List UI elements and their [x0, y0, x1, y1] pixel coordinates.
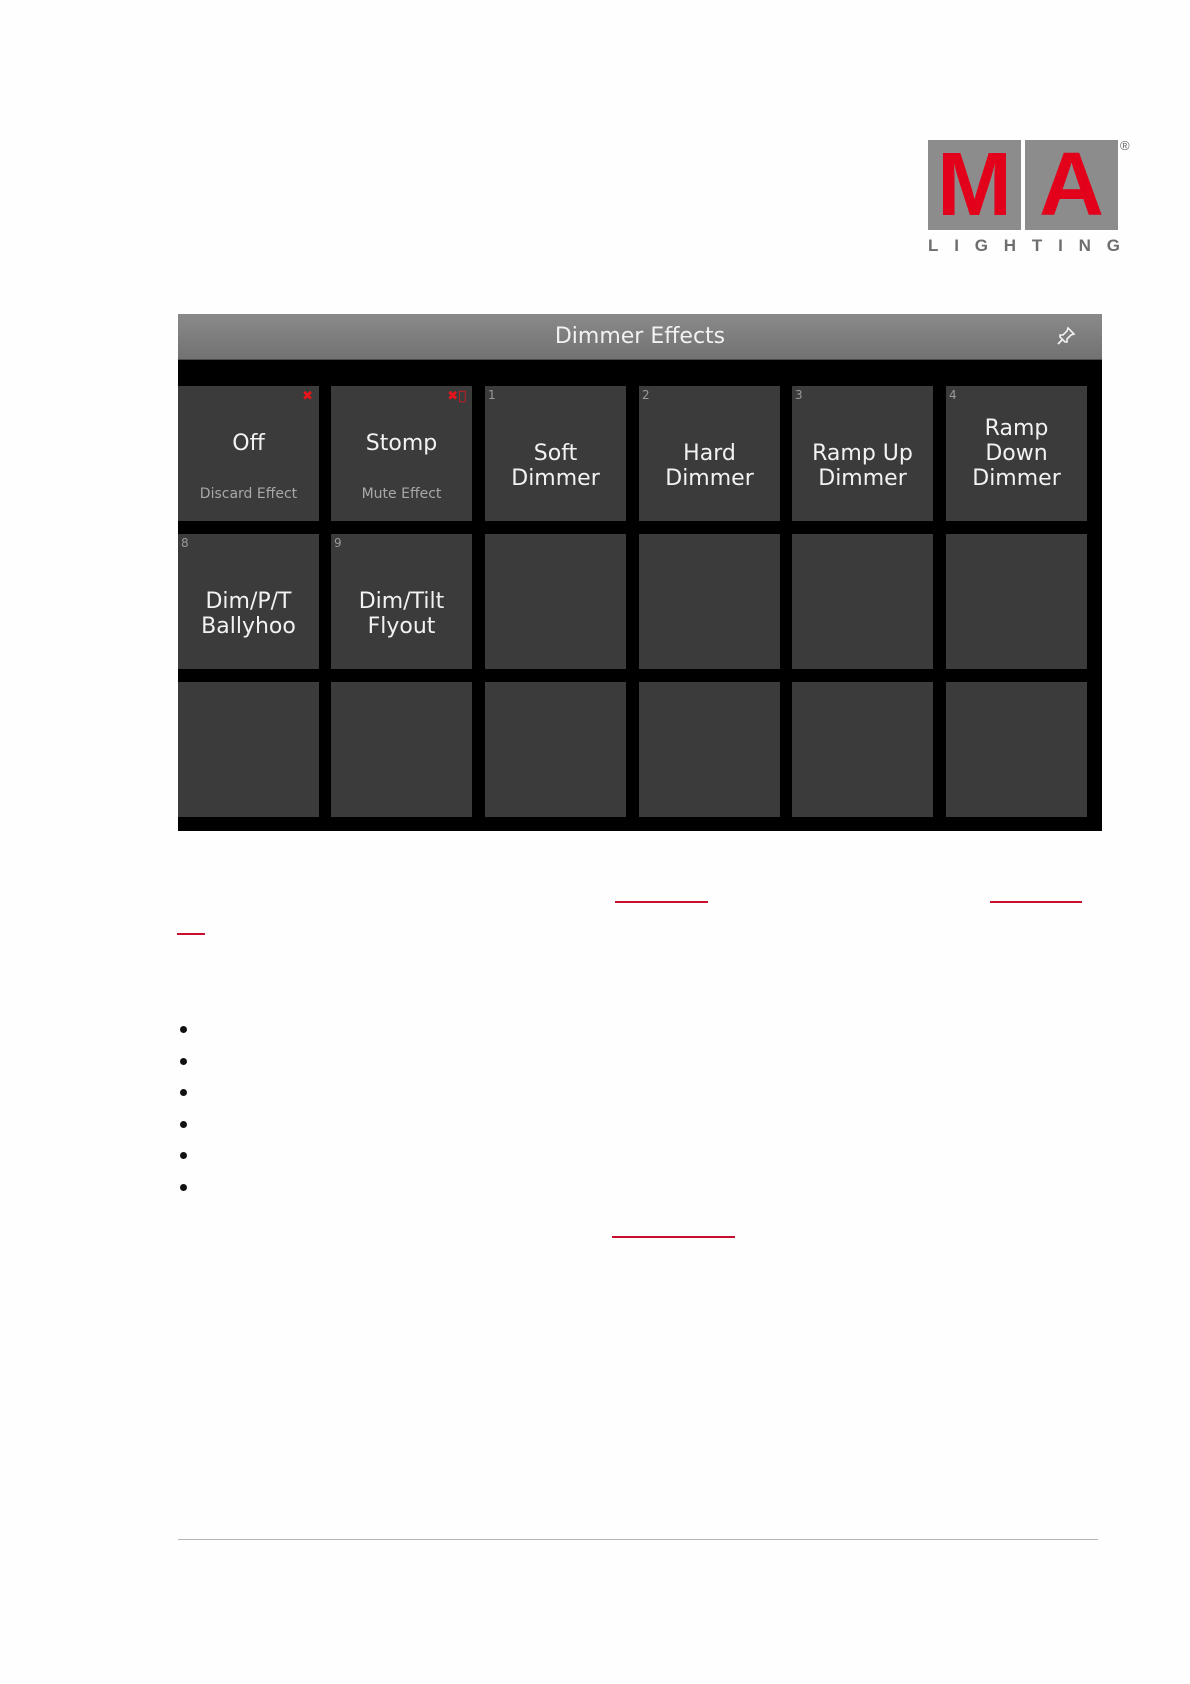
- tile-label-line: Dim/Tilt: [358, 589, 445, 614]
- bullet-marker: [180, 1152, 187, 1159]
- tile-label: [331, 431, 472, 456]
- tile-label: [178, 589, 319, 639]
- tile-number: 9: [334, 536, 342, 550]
- red-x-icon: ✖: [302, 389, 313, 404]
- tile-label: [178, 431, 319, 456]
- effect-tile[interactable]: [946, 386, 1087, 521]
- effect-tile[interactable]: [639, 682, 780, 817]
- tile-number: 8: [181, 536, 189, 550]
- tile-label-line: Flyout: [367, 614, 436, 639]
- link-underline[interactable]: [177, 933, 205, 935]
- logo-subtitle-letter: I: [954, 236, 959, 255]
- registered-mark: ®: [1120, 138, 1130, 153]
- effect-tile[interactable]: [331, 386, 472, 521]
- effect-tile[interactable]: [485, 534, 626, 669]
- tile-label-line: Dim/P/T: [205, 589, 292, 614]
- effect-tile[interactable]: [485, 682, 626, 817]
- tile-label-line: Dimmer: [665, 466, 754, 491]
- red-x-icon: ✖⃝: [447, 389, 466, 404]
- logo-subtitle-letter: G: [974, 236, 988, 255]
- dimmer-effects-window: [178, 314, 1102, 831]
- bullet-marker: [180, 1058, 187, 1065]
- link-underline[interactable]: [990, 901, 1082, 903]
- pin-icon[interactable]: [1056, 326, 1076, 346]
- effect-tile[interactable]: [792, 386, 933, 521]
- tile-number: 3: [795, 388, 803, 402]
- tile-number: 4: [949, 388, 957, 402]
- logo-subtitle: [928, 236, 1120, 256]
- tile-label-line: Dimmer: [818, 466, 907, 491]
- window-title-bar: [178, 314, 1102, 360]
- tile-number: 2: [642, 388, 650, 402]
- logo-letter-a: A: [1025, 140, 1118, 230]
- tile-label-line: Dimmer: [511, 466, 600, 491]
- logo-subtitle-letter: N: [1078, 236, 1091, 255]
- footer-divider: [178, 1539, 1098, 1540]
- tile-label-line: Ballyhoo: [201, 614, 296, 639]
- window-title: Dimmer Effects: [554, 324, 726, 349]
- bullet-marker: [180, 1026, 187, 1033]
- logo-letter-m: M: [928, 140, 1021, 230]
- effect-tile[interactable]: [946, 682, 1087, 817]
- tile-subtitle: Discard Effect: [199, 486, 298, 502]
- bullet-marker: [180, 1184, 187, 1191]
- effect-tile[interactable]: [792, 682, 933, 817]
- effect-tile[interactable]: [639, 534, 780, 669]
- tile-subtitle: Mute Effect: [361, 486, 442, 502]
- tile-label-line: Stomp: [365, 431, 438, 456]
- tile-label-line: Ramp Up: [812, 441, 913, 466]
- tile-label-line: Hard: [683, 441, 736, 466]
- tile-label-line: Dimmer: [972, 466, 1061, 491]
- link-underline[interactable]: [615, 901, 708, 903]
- link-underline[interactable]: [612, 1236, 735, 1238]
- effect-tile[interactable]: [331, 534, 472, 669]
- tile-label-line: Soft: [533, 441, 578, 466]
- logo-subtitle-letter: L: [928, 236, 939, 255]
- effect-tile[interactable]: [485, 386, 626, 521]
- effect-tile[interactable]: [331, 682, 472, 817]
- tile-label: [485, 441, 626, 491]
- effect-tile[interactable]: [178, 682, 319, 817]
- ma-lighting-logo: [928, 135, 1130, 260]
- tile-label: [331, 589, 472, 639]
- effect-tile[interactable]: [178, 386, 319, 521]
- bullet-marker: [180, 1121, 187, 1128]
- effect-tile[interactable]: [178, 534, 319, 669]
- tile-number: 1: [488, 388, 496, 402]
- tile-label-line: Ramp: [984, 416, 1049, 441]
- tile-label: [639, 441, 780, 491]
- logo-subtitle-letter: T: [1031, 236, 1043, 255]
- logo-subtitle-letter: G: [1106, 236, 1120, 255]
- tile-label: [792, 441, 933, 491]
- tile-label: [946, 416, 1087, 491]
- tile-label-line: Down: [985, 441, 1048, 466]
- bullet-marker: [180, 1089, 187, 1096]
- tile-label-line: Off: [232, 431, 265, 456]
- effect-tile[interactable]: [792, 534, 933, 669]
- effect-tile[interactable]: [639, 386, 780, 521]
- logo-subtitle-letter: I: [1058, 236, 1063, 255]
- effect-tile[interactable]: [946, 534, 1087, 669]
- logo-subtitle-letter: H: [1003, 236, 1017, 255]
